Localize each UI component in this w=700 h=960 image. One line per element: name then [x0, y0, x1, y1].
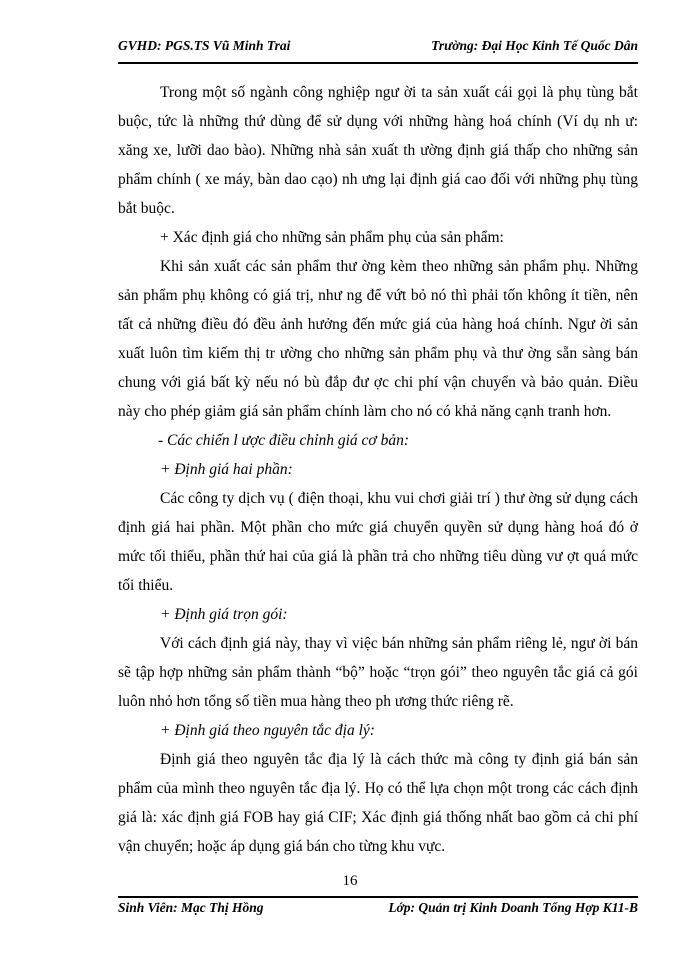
page-footer	[118, 900, 638, 920]
page-number: 16	[342, 873, 358, 889]
footer-student: Sinh Viên: Mạc Thị Hồng	[118, 900, 264, 915]
footer-class: Lớp: Quản trị Kinh Doanh Tổng Hợp K11-B	[388, 900, 638, 915]
footer-divider	[118, 896, 638, 898]
heading-two-part-pricing: + Định giá hai phần:	[160, 461, 293, 478]
heading-bundle-pricing: + Định giá trọn gói:	[160, 606, 288, 623]
paragraph-bundle-pricing: Với cách định giá này, thay vì việc bán những sản phẩm riêng lẻ, ngư ời bán sẽ tập hợp những sản phẩm thành “bộ” hoặc “trọn gói” theo nguyên tắc giá cả gói luôn nhỏ hơn tổng số tiền mua hàng theo ph ương thức riêng rẽ.	[118, 635, 638, 710]
paragraph-by-products: Khi sản xuất các sản phẩm thư ờng kèm theo những sản phẩm phụ. Những sản phẩm phụ không có giá trị, như ng để vứt bỏ nó thì phải tốn không ít tiền, nên tất cả những điều đó đều ảnh hưởng đến mức giá của hàng hoá chính. Ngư ời sản xuất luôn tìm kiếm thị tr ường cho những sản phẩm phụ và thư ờng sẵn sàng bán chung với giá bất kỳ nếu nó bù đắp đư ợc chi phí vận chuyển và bảo quản. Điều này cho phép giảm giá sản phẩm chính làm cho nó có khả năng cạnh tranh hơn.	[118, 258, 638, 420]
heading-geographic-pricing: + Định giá theo nguyên tắc địa lý:	[160, 722, 375, 739]
heading-by-products: + Xác định giá cho những sản phẩm phụ của sản phẩm:	[160, 229, 504, 246]
paragraph-accessories: Trong một số ngành công nghiệp ngư ời ta sản xuất cái gọi là phụ tùng bắt buộc, tức là những thứ dùng để sử dụng với những hàng hoá chính (Ví dụ nh ư: xăng xe, lưỡi dao bào). Những nhà sản xuất th ường định giá thấp cho những sản phẩm chính ( xe máy, bàn dao cạo) nh ưng lại định giá cao đối với những phụ tùng bắt buộc.	[118, 84, 638, 217]
header-supervisor: GVHD: PGS.TS Vũ Minh Trai	[118, 38, 291, 53]
page-header	[118, 38, 638, 64]
paragraph-geographic-pricing: Định giá theo nguyên tắc địa lý là cách thức mà công ty định giá bán sản phẩm của mình theo nguyên tắc địa lý. Họ có thể lựa chọn một trong các cách định giá là: xác định giá FOB hay giá CIF; Xác định giá thống nhất bao gồm cả chi phí vận chuyển; hoặc áp dụng giá bán cho từng khu vực.	[118, 751, 638, 855]
header-school: Trường: Đại Học Kinh Tế Quốc Dân	[431, 38, 638, 53]
heading-basic-strategies: - Các chiến l ược điều chỉnh giá cơ bản:	[158, 432, 409, 449]
document-body	[118, 78, 638, 861]
paragraph-two-part-pricing: Các công ty dịch vụ ( điện thoại, khu vui chơi giải trí ) thư ờng sử dụng cách định giá hai phần. Một phần cho mức giá chuyển quyền sử dụng hàng hoá đó ở mức tối thiểu, phần thứ hai của giá là phần trả cho những tiêu dùng vư ợt quá mức tối thiểu.	[118, 490, 638, 594]
